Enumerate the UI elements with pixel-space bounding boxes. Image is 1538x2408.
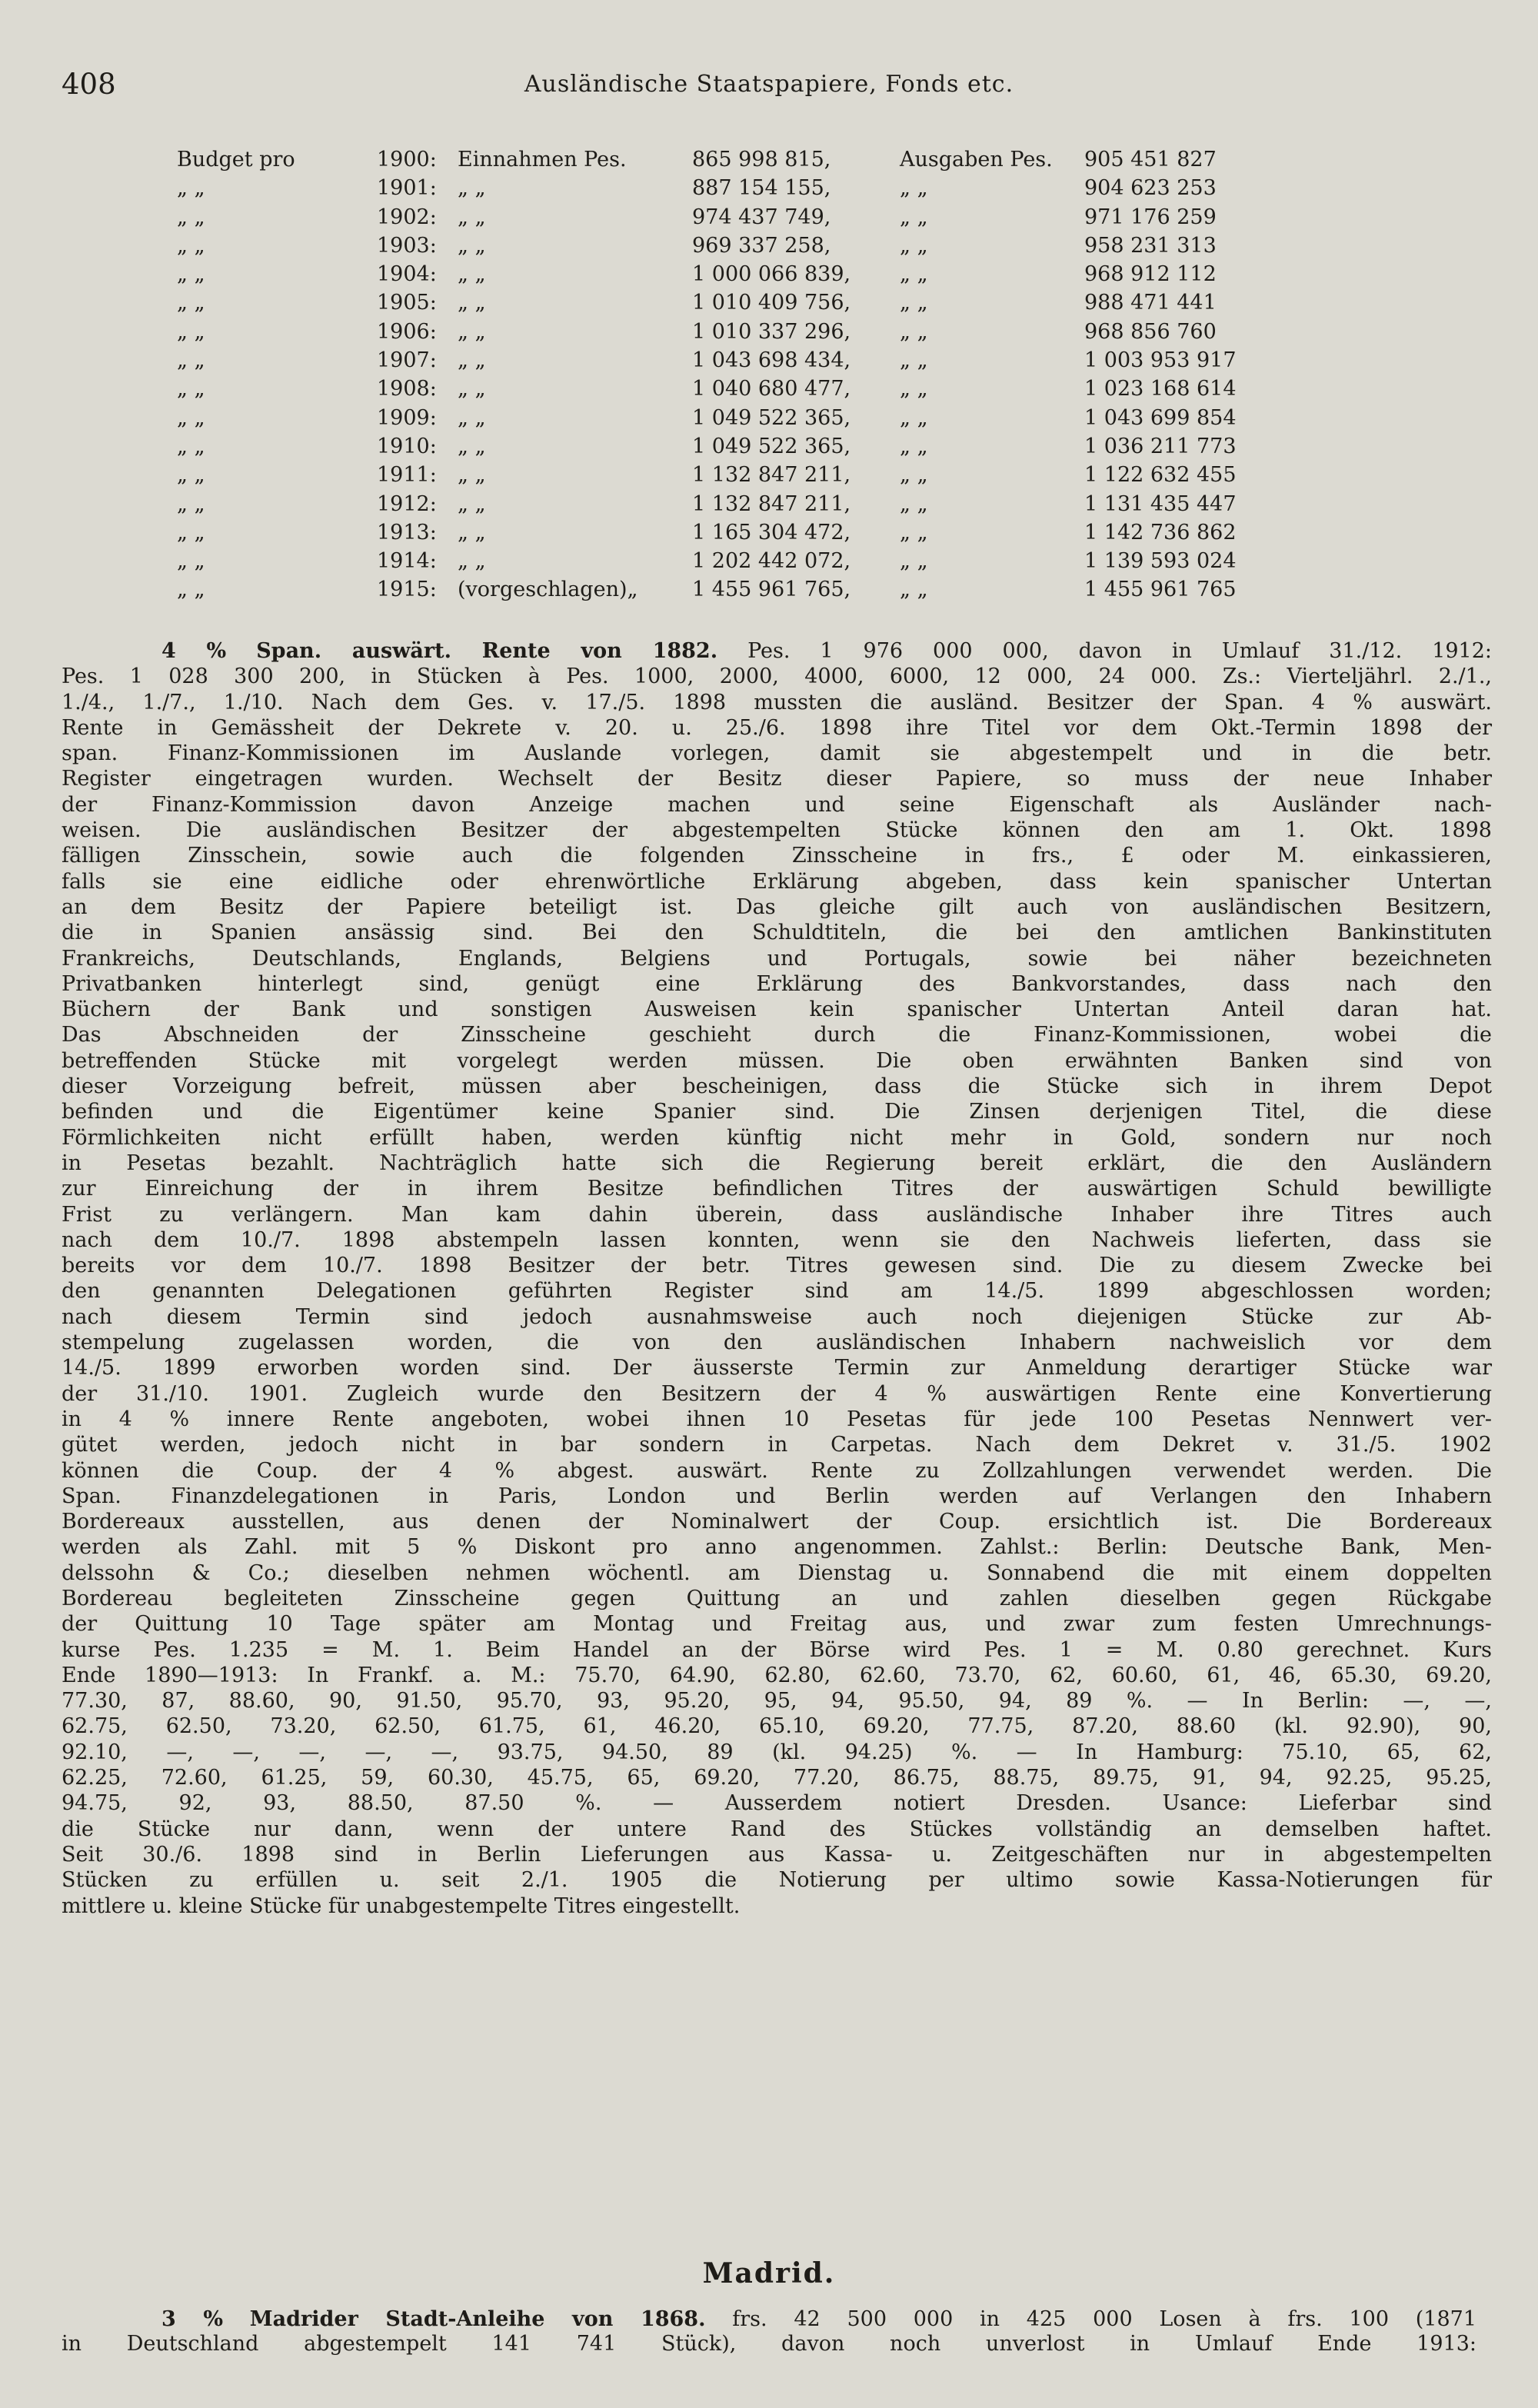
- budget-income-label: „ „: [458, 176, 486, 201]
- budget-lead: „ „: [177, 491, 205, 516]
- text-line: 14./5. 1899 erworben worden sind. Der äusserste Termin zur Anmeldung derartiger Stücke war: [62, 1356, 1492, 1381]
- budget-row: [177, 148, 1300, 176]
- text-line: Frist zu verlängern. Man kam dahin überein, dass ausländische Inhaber ihre Titres auch: [62, 1202, 1492, 1227]
- budget-row: [177, 578, 1300, 606]
- text-line: Das Abschneiden der Zinsscheine geschieht durch die Finanz-Kommissionen, wobei die: [62, 1023, 1492, 1047]
- budget-income-label: (vorgeschlagen)„: [458, 578, 638, 602]
- budget-income-label: „ „: [458, 319, 486, 344]
- budget-income-label: „ „: [458, 405, 486, 430]
- budget-lead: „ „: [177, 348, 205, 373]
- budget-expense-label: „ „: [900, 405, 928, 430]
- budget-expense: 1 139 593 024: [1084, 549, 1237, 574]
- text-line: in 4 % innere Rente angeboten, wobei ihnen 10 Pesetas für jede 100 Pesetas Nennwert ver-: [62, 1407, 1492, 1431]
- text-line: Register eingetragen wurden. Wechselt der Besitz dieser Papiere, so muss der neue Inhaber: [62, 767, 1492, 791]
- madrid-title-prefix: 3 %: [161, 2307, 224, 2331]
- text-line: Stücken zu erfüllen u. seit 2./1. 1905 die Notierung per ultimo sowie Kassa-Notierungen für: [62, 1868, 1492, 1893]
- text-line: Pes. 1 028 300 200, in Stücken à Pes. 1000, 2000, 4000, 6000, 12 000, 24 000. Zs.: Vierteljährl. 2./1.,: [62, 664, 1492, 689]
- text-line: Bordereau begleiteten Zinsscheine gegen Quittung an und zahlen dieselben gegen Rückgabe: [62, 1586, 1492, 1610]
- budget-expense: 1 003 953 917: [1084, 348, 1237, 373]
- budget-expense: 904 623 253: [1084, 176, 1217, 201]
- budget-expense-label: „ „: [900, 176, 928, 201]
- budget-expense: 968 856 760: [1084, 319, 1217, 344]
- budget-income-label: „ „: [458, 348, 486, 373]
- budget-row: [177, 521, 1300, 549]
- madrid-title: Madrider Stadt-Anleihe von 1868.: [249, 2307, 706, 2331]
- rente-title: Span. auswärt. Rente von 1882.: [256, 639, 718, 663]
- text-line: Frankreichs, Deutschlands, Englands, Belgiens und Portugals, sowie bei näher bezeichneten: [62, 946, 1492, 971]
- budget-expense: 1 131 435 447: [1084, 491, 1237, 516]
- budget-lead: „ „: [177, 405, 205, 430]
- budget-lead: „ „: [177, 262, 205, 287]
- budget-expense-label: „ „: [900, 319, 928, 344]
- text-line: betreffenden Stücke mit vorgelegt werden müssen. Die oben erwähnten Banken sind von: [62, 1048, 1492, 1073]
- budget-expense-label: „ „: [900, 463, 928, 488]
- budget-expense: 958 231 313: [1084, 233, 1217, 258]
- budget-lead: „ „: [177, 176, 205, 201]
- budget-expense: 1 122 632 455: [1084, 463, 1237, 488]
- budget-lead: Budget pro: [177, 148, 295, 172]
- budget-year: 1913:: [377, 520, 437, 545]
- budget-income: 1 165 304 472,: [692, 520, 851, 545]
- budget-expense-label: „ „: [900, 348, 928, 373]
- budget-expense-label: „ „: [900, 291, 928, 315]
- budget-expense-label: Ausgaben Pes.: [900, 148, 1053, 172]
- text-line: werden als Zahl. mit 5 % Diskont pro anno angenommen. Zahlst.: Berlin: Deutsche Bank, Men-: [62, 1535, 1492, 1560]
- rente-body: [62, 664, 1492, 1893]
- budget-income: 887 154 155,: [692, 176, 831, 201]
- text-line: Seit 30./6. 1898 sind in Berlin Lieferungen aus Kassa- u. Zeitgeschäften nur in abgestempelten: [62, 1842, 1492, 1867]
- budget-income: 1 040 680 477,: [692, 377, 851, 401]
- budget-income-label: „ „: [458, 520, 486, 545]
- section-heading-madrid: Madrid.: [702, 2257, 836, 2290]
- budget-row: [177, 463, 1300, 491]
- text-line: 92.10, —, —, —, —, —, 93.75, 94.50, 89 (kl. 94.25) %. — In Hamburg: 75.10, 65, 62,: [62, 1740, 1492, 1764]
- budget-income-label: „ „: [458, 291, 486, 315]
- text-line: Büchern der Bank und sonstigen Ausweisen kein spanischer Untertan Anteil daran hat.: [62, 998, 1492, 1022]
- page-number: 408: [62, 68, 116, 101]
- page-header: [62, 68, 1476, 114]
- budget-expense-label: „ „: [900, 520, 928, 545]
- budget-year: 1901:: [377, 176, 437, 201]
- budget-expense-label: „ „: [900, 491, 928, 516]
- text-line: 77.30, 87, 88.60, 90, 91.50, 95.70, 93, 95.20, 95, 94, 95.50, 94, 89 %. — In Berlin: —, —,: [62, 1689, 1492, 1714]
- text-line: der 31./10. 1901. Zugleich wurde den Besitzern der 4 % auswärtigen Rente eine Konvertierung: [62, 1381, 1492, 1406]
- budget-year: 1908:: [377, 377, 437, 401]
- budget-lead: „ „: [177, 578, 205, 602]
- budget-expense-label: „ „: [900, 549, 928, 574]
- budget-expense-label: „ „: [900, 233, 928, 258]
- text-line: Förmlichkeiten nicht erfüllt haben, werden künftig nicht mehr in Gold, sondern nur noch: [62, 1125, 1492, 1150]
- text-line: Span. Finanzdelegationen in Paris, London und Berlin werden auf Verlangen den Inhabern: [62, 1484, 1492, 1508]
- budget-expense-label: „ „: [900, 578, 928, 602]
- budget-row: [177, 234, 1300, 262]
- text-line: befinden und die Eigentümer keine Spanier sind. Die Zinsen derjenigen Titel, die diese: [62, 1100, 1492, 1124]
- budget-table: [177, 148, 1300, 607]
- budget-year: 1903:: [377, 233, 437, 258]
- budget-expense: 971 176 259: [1084, 205, 1217, 229]
- text-line: den genannten Delegationen geführten Register sind am 14./5. 1899 abgeschlossen worden;: [62, 1279, 1492, 1304]
- budget-income: 1 000 066 839,: [692, 262, 851, 287]
- budget-income-label: „ „: [458, 233, 486, 258]
- budget-income-label: „ „: [458, 377, 486, 401]
- budget-lead: „ „: [177, 291, 205, 315]
- budget-expense: 1 023 168 614: [1084, 377, 1237, 401]
- budget-year: 1907:: [377, 348, 437, 373]
- budget-income-label: „ „: [458, 549, 486, 574]
- budget-lead: „ „: [177, 205, 205, 229]
- text-line: in Pesetas bezahlt. Nachträglich hatte sich die Regierung bereit erklärt, die den Ausländern: [62, 1151, 1492, 1175]
- madrid-line1: frs. 42 500 000 in 425 000 Losen à frs. 100 (1871: [732, 2307, 1477, 2331]
- budget-row: [177, 291, 1300, 319]
- text-line: 94.75, 92, 93, 88.50, 87.50 %. — Ausserdem notiert Dresden. Usance: Lieferbar sind: [62, 1791, 1492, 1816]
- budget-income: 969 337 258,: [692, 233, 831, 258]
- budget-income: 1 455 961 765,: [692, 578, 851, 602]
- budget-income-label: „ „: [458, 491, 486, 516]
- budget-expense: 1 455 961 765: [1084, 578, 1237, 602]
- text-line: nach dem 10./7. 1898 abstempeln lassen konnten, wenn sie den Nachweis lieferten, dass sie: [62, 1227, 1492, 1252]
- text-line: Bordereaux ausstellen, aus denen der Nominalwert der Coup. ersichtlich ist. Die Bordereaux: [62, 1510, 1492, 1534]
- budget-expense: 988 471 441: [1084, 291, 1217, 315]
- budget-expense-label: „ „: [900, 434, 928, 458]
- rente-last-line: mittlere u. kleine Stücke für unabgestempelte Titres eingestellt.: [62, 1893, 741, 1918]
- budget-income-label: „ „: [458, 262, 486, 287]
- text-line: der Finanz-Kommission davon Anzeige machen und seine Eigenschaft als Ausländer nach-: [62, 792, 1492, 817]
- rente-title-prefix: 4 %: [161, 639, 227, 663]
- budget-year: 1909:: [377, 405, 437, 430]
- budget-lead: „ „: [177, 233, 205, 258]
- madrid-line2: in Deutschland abgestempelt 141 741 Stück), davon noch unverlost in Umlauf Ende 1913:: [62, 2332, 1476, 2356]
- budget-row: [177, 176, 1300, 205]
- budget-income-label: Einnahmen Pes.: [458, 148, 627, 172]
- budget-expense: 1 043 699 854: [1084, 405, 1237, 430]
- budget-expense-label: „ „: [900, 377, 928, 401]
- budget-year: 1911:: [377, 463, 437, 488]
- budget-income: 1 049 522 365,: [692, 405, 851, 430]
- budget-row: [177, 435, 1300, 463]
- text-line: gütet werden, jedoch nicht in bar sondern in Carpetas. Nach dem Dekret v. 31./5. 1902: [62, 1433, 1492, 1457]
- text-line: an dem Besitz der Papiere beteiligt ist. Das gleiche gilt auch von ausländischen Besitzern,: [62, 894, 1492, 919]
- budget-lead: „ „: [177, 463, 205, 488]
- text-line: stempelung zugelassen worden, die von den ausländischen Inhabern nachweislich vor dem: [62, 1331, 1492, 1355]
- budget-year: 1915:: [377, 578, 437, 602]
- budget-year: 1906:: [377, 319, 437, 344]
- text-line: zur Einreichung der in ihrem Besitze befindlichen Titres der auswärtigen Schuld bewilligte: [62, 1177, 1492, 1201]
- text-line: bereits vor dem 10./7. 1898 Besitzer der betr. Titres gewesen sind. Die zu diesem Zwecke bei: [62, 1254, 1492, 1278]
- rente-title-line: [62, 638, 1492, 664]
- budget-row: [177, 406, 1300, 435]
- budget-income-label: „ „: [458, 463, 486, 488]
- text-line: weisen. Die ausländischen Besitzer der abgestempelten Stücke können den am 1. Okt. 1898: [62, 818, 1492, 843]
- budget-row: [177, 262, 1300, 291]
- text-line: 1./4., 1./7., 1./10. Nach dem Ges. v. 17./5. 1898 mussten die ausländ. Besitzer der Span. 4 % auswärt.: [62, 690, 1492, 714]
- budget-expense-label: „ „: [900, 262, 928, 287]
- madrid-section: [62, 2307, 1476, 2356]
- rente-section: [62, 638, 1492, 1919]
- budget-row: [177, 492, 1300, 521]
- budget-row: [177, 205, 1300, 234]
- budget-row: [177, 377, 1300, 405]
- text-line: Pes. 1 976 000 000, davon in Umlauf 31./12. 1912:: [747, 639, 1492, 663]
- budget-row: [177, 348, 1300, 377]
- budget-lead: „ „: [177, 520, 205, 545]
- budget-row: [177, 549, 1300, 578]
- text-line: 62.25, 72.60, 61.25, 59, 60.30, 45.75, 65, 69.20, 77.20, 86.75, 88.75, 89.75, 91, 94, 92.25, 95.25,: [62, 1766, 1492, 1790]
- text-line: die in Spanien ansässig sind. Bei den Schuldtiteln, die bei den amtlichen Bankinstituten: [62, 921, 1492, 945]
- text-line: nach diesem Termin sind jedoch ausnahmsweise auch noch diejenigen Stücke zur Ab-: [62, 1304, 1492, 1329]
- budget-expense: 905 451 827: [1084, 148, 1217, 172]
- text-line: 62.75, 62.50, 73.20, 62.50, 61.75, 61, 46.20, 65.10, 69.20, 77.75, 87.20, 88.60 (kl. 92.90), 90,: [62, 1714, 1492, 1739]
- budget-income: 1 043 698 434,: [692, 348, 851, 373]
- text-line: kurse Pes. 1.235 = M. 1. Beim Handel an der Börse wird Pes. 1 = M. 0.80 gerechnet. Kurs: [62, 1637, 1492, 1662]
- running-title: Ausländische Staatspapiere, Fonds etc.: [524, 71, 1014, 98]
- text-line: span. Finanz-Kommissionen im Auslande vorlegen, damit sie abgestempelt und in die betr.: [62, 741, 1492, 766]
- text-line: Privatbanken hinterlegt sind, genügt eine Erklärung des Bankvorstandes, dass nach den: [62, 971, 1492, 996]
- budget-income: 1 202 442 072,: [692, 549, 851, 574]
- budget-expense: 1 142 736 862: [1084, 520, 1237, 545]
- budget-income-label: „ „: [458, 205, 486, 229]
- budget-year: 1904:: [377, 262, 437, 287]
- budget-expense: 968 912 112: [1084, 262, 1217, 287]
- text-line: falls sie eine eidliche oder ehrenwörtliche Erklärung abgeben, dass kein spanischer Untertan: [62, 869, 1492, 894]
- budget-year: 1910:: [377, 434, 437, 458]
- madrid-title-line: [62, 2307, 1476, 2332]
- budget-income: 974 437 749,: [692, 205, 831, 229]
- budget-year: 1900:: [377, 148, 437, 172]
- text-line: delssohn & Co.; dieselben nehmen wöchentl. am Dienstag u. Sonnabend die mit einem doppelten: [62, 1560, 1492, 1585]
- budget-income: 1 049 522 365,: [692, 434, 851, 458]
- budget-year: 1902:: [377, 205, 437, 229]
- budget-year: 1905:: [377, 291, 437, 315]
- budget-income: 1 132 847 211,: [692, 491, 851, 516]
- text-line: fälligen Zinsschein, sowie auch die folgenden Zinsscheine in frs., £ oder M. einkassieren,: [62, 844, 1492, 868]
- budget-expense: 1 036 211 773: [1084, 434, 1237, 458]
- text-line: Rente in Gemässheit der Dekrete v. 20. u. 25./6. 1898 ihre Titel vor dem Okt.-Termin 1898 der: [62, 715, 1492, 740]
- budget-row: [177, 320, 1300, 348]
- budget-lead: „ „: [177, 549, 205, 574]
- text-line: die Stücke nur dann, wenn der untere Rand des Stückes vollständig an demselben haftet.: [62, 1817, 1492, 1841]
- text-line: der Quittung 10 Tage später am Montag und Freitag aus, und zwar zum festen Umrechnungs-: [62, 1612, 1492, 1637]
- text-line: dieser Vorzeigung befreit, müssen aber bescheinigen, dass die Stücke sich in ihrem Depot: [62, 1074, 1492, 1099]
- budget-expense-label: „ „: [900, 205, 928, 229]
- budget-income: 1 010 409 756,: [692, 291, 851, 315]
- budget-lead: „ „: [177, 319, 205, 344]
- budget-income: 865 998 815,: [692, 148, 831, 172]
- budget-income: 1 132 847 211,: [692, 463, 851, 488]
- budget-year: 1914:: [377, 549, 437, 574]
- budget-year: 1912:: [377, 491, 437, 516]
- budget-lead: „ „: [177, 434, 205, 458]
- text-line: können die Coup. der 4 % abgest. auswärt. Rente zu Zollzahlungen verwendet werden. Die: [62, 1458, 1492, 1483]
- budget-income: 1 010 337 296,: [692, 319, 851, 344]
- budget-lead: „ „: [177, 377, 205, 401]
- text-line: Ende 1890—1913: In Frankf. a. M.: 75.70, 64.90, 62.80, 62.60, 73.70, 62, 60.60, 61, 46, 65.30, 69.20,: [62, 1663, 1492, 1687]
- budget-income-label: „ „: [458, 434, 486, 458]
